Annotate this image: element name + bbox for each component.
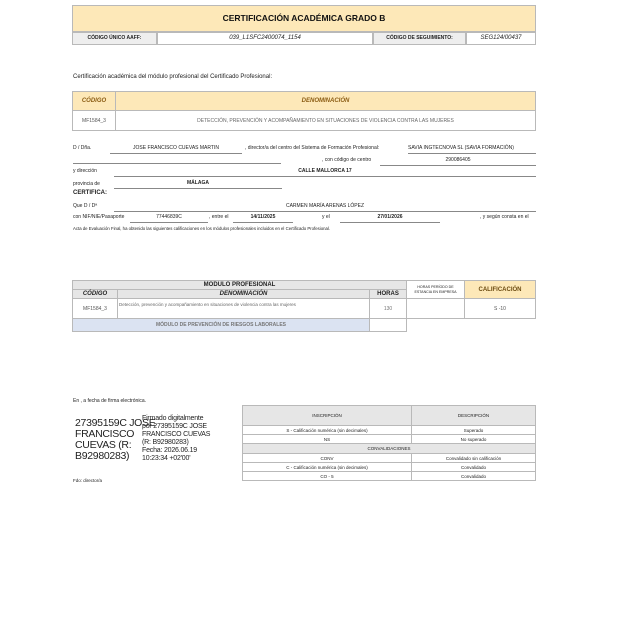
aaff-code-value: 039_L1SFC2400074_1154 [157,32,373,45]
date-start: 14/11/2025 [233,214,293,223]
mp-row-extra [407,299,465,319]
director-text: , director/a del centro del Sistema de Formación Profesional: [245,145,380,151]
aaff-code-label: CÓDIGO ÚNICO AAFF: [72,32,157,45]
legend-cell: No superado [412,435,536,444]
address: CALLE MALLORCA 17 [114,168,536,177]
legend-cell: Convalidado [412,463,536,472]
prl-hours [370,319,407,332]
mp-row-hours: 130 [370,299,407,319]
module-name-header: DENOMINACIÓN [116,92,536,111]
professional-module-table [72,280,536,332]
tracking-code-label: CÓDIGO DE SEGUIMIENTO: [373,32,466,45]
province: MÁLAGA [114,180,282,189]
module-code-header: CÓDIGO [73,92,116,111]
and-label: y el [322,214,330,220]
sig-detail: por 27395159C JOSE [142,423,207,430]
blank-line [73,153,281,164]
codes-row [72,32,536,45]
dona-label: D / Dña. [73,145,92,151]
tracking-code-value: SEG124/00437 [466,32,536,45]
mp-hours-header: HORAS [370,290,407,299]
intro-text: Certificación académica del módulo profesional del Certificado Profesional: [73,74,273,80]
sig-detail: (R: B92980283) [142,439,189,446]
module-table [72,91,536,131]
between-label: , entre el [209,214,229,220]
student-name: CARMEN MARÍA ARENAS LÓPEZ [114,203,536,212]
document-title: CERTIFICACIÓN ACADÉMICA GRADO B [72,5,536,32]
mp-grade-header: CALIFICACIÓN [465,281,536,299]
sig-detail: FRANCISCO CUEVAS [142,431,211,438]
after-text: , y según consta en el [480,214,529,220]
legend-cell: S - Calificación numérica (sin decimales) [243,426,412,435]
director-name: JOSE FRANCISCO CUEVAS MARTIN [110,145,242,154]
mp-row-code: MF1584_3 [73,299,118,319]
legend-cell: Convalidado sin calificación [412,454,536,463]
legend-convalidations-header: CONVALIDACIONES [243,444,536,454]
place-date: En , a fecha de firma electrónica. [73,398,147,404]
sig-detail: Fecha: 2026.06.19 [142,447,197,454]
date-end: 27/01/2026 [340,214,440,223]
mp-code-header: CÓDIGO [73,290,118,299]
mp-name-header: DENOMINACIÓN [118,290,370,299]
certifica-heading: CERTIFICA: [73,190,107,196]
legend-table [242,405,536,481]
empty-cell [465,319,536,332]
module-name: DETECCIÓN, PREVENCIÓN Y ACOMPAÑAMIENTO EN SITUACIONES DE VIOLENCIA CONTRA LAS MUJERES [116,111,536,131]
center-code-text: , con código de centro [322,157,372,163]
prl-module: MÓDULO DE PREVENCIÓN DE RIESGOS LABORALES [73,319,370,332]
mp-row-name: Detección, prevención y acompañamiento en situaciones de violencia contra las mujeres [118,299,370,319]
module-code: MF1584_3 [73,111,116,131]
address-label: y dirección [73,168,97,174]
legend-cell: Superado [412,426,536,435]
legend-cell: CONV [243,454,412,463]
legend-cell: CO - 5 [243,472,412,481]
province-label: provincia de [73,181,100,187]
sig-detail: 10:23:34 +02'00' [142,455,191,462]
center-name: SAVIA INGTECNOVA SL (SAVIA FORMACIÓN) [408,145,536,154]
sig-detail: Firmado digitalmente [142,415,204,422]
mp-title: MODULO PROFESIONAL [73,281,407,290]
sig-line: CUEVAS (R: [75,439,132,451]
legend-header-description: DESCRIPCIÓN [412,406,536,426]
empty-cell [407,319,465,332]
signature-details [142,415,210,463]
mp-row-grade: S -10 [465,299,536,319]
legend-header-inscription: INSCRIPCIÓN [243,406,412,426]
sig-line: FRANCISCO [75,428,135,440]
legend-cell: Convalidado [412,472,536,481]
nif-value: 77446839C [130,214,208,223]
mp-hours-extra-header: HORAS PERÍODO DE ESTANCIA EN EMPRESA [407,281,465,299]
center-code: 290086405 [380,157,536,166]
legend-cell: NS [243,435,412,444]
nif-label: con NIF/NIE/Pasaporte [73,214,125,220]
signer-role: Fdo: director/a [73,478,103,483]
sig-line: 27395159C JOSE [75,417,156,429]
legend-cell: C - Calificación numérica (sin decimales) [243,463,412,472]
sig-line: B92980283) [75,450,130,462]
que-label: Que D / Dª [73,203,98,209]
acta-text: Acta de Evaluación Final, ha obtenido las siguientes calificaciones en los módulos profesionales incluidos en el Certificado Profesional. [73,226,331,231]
